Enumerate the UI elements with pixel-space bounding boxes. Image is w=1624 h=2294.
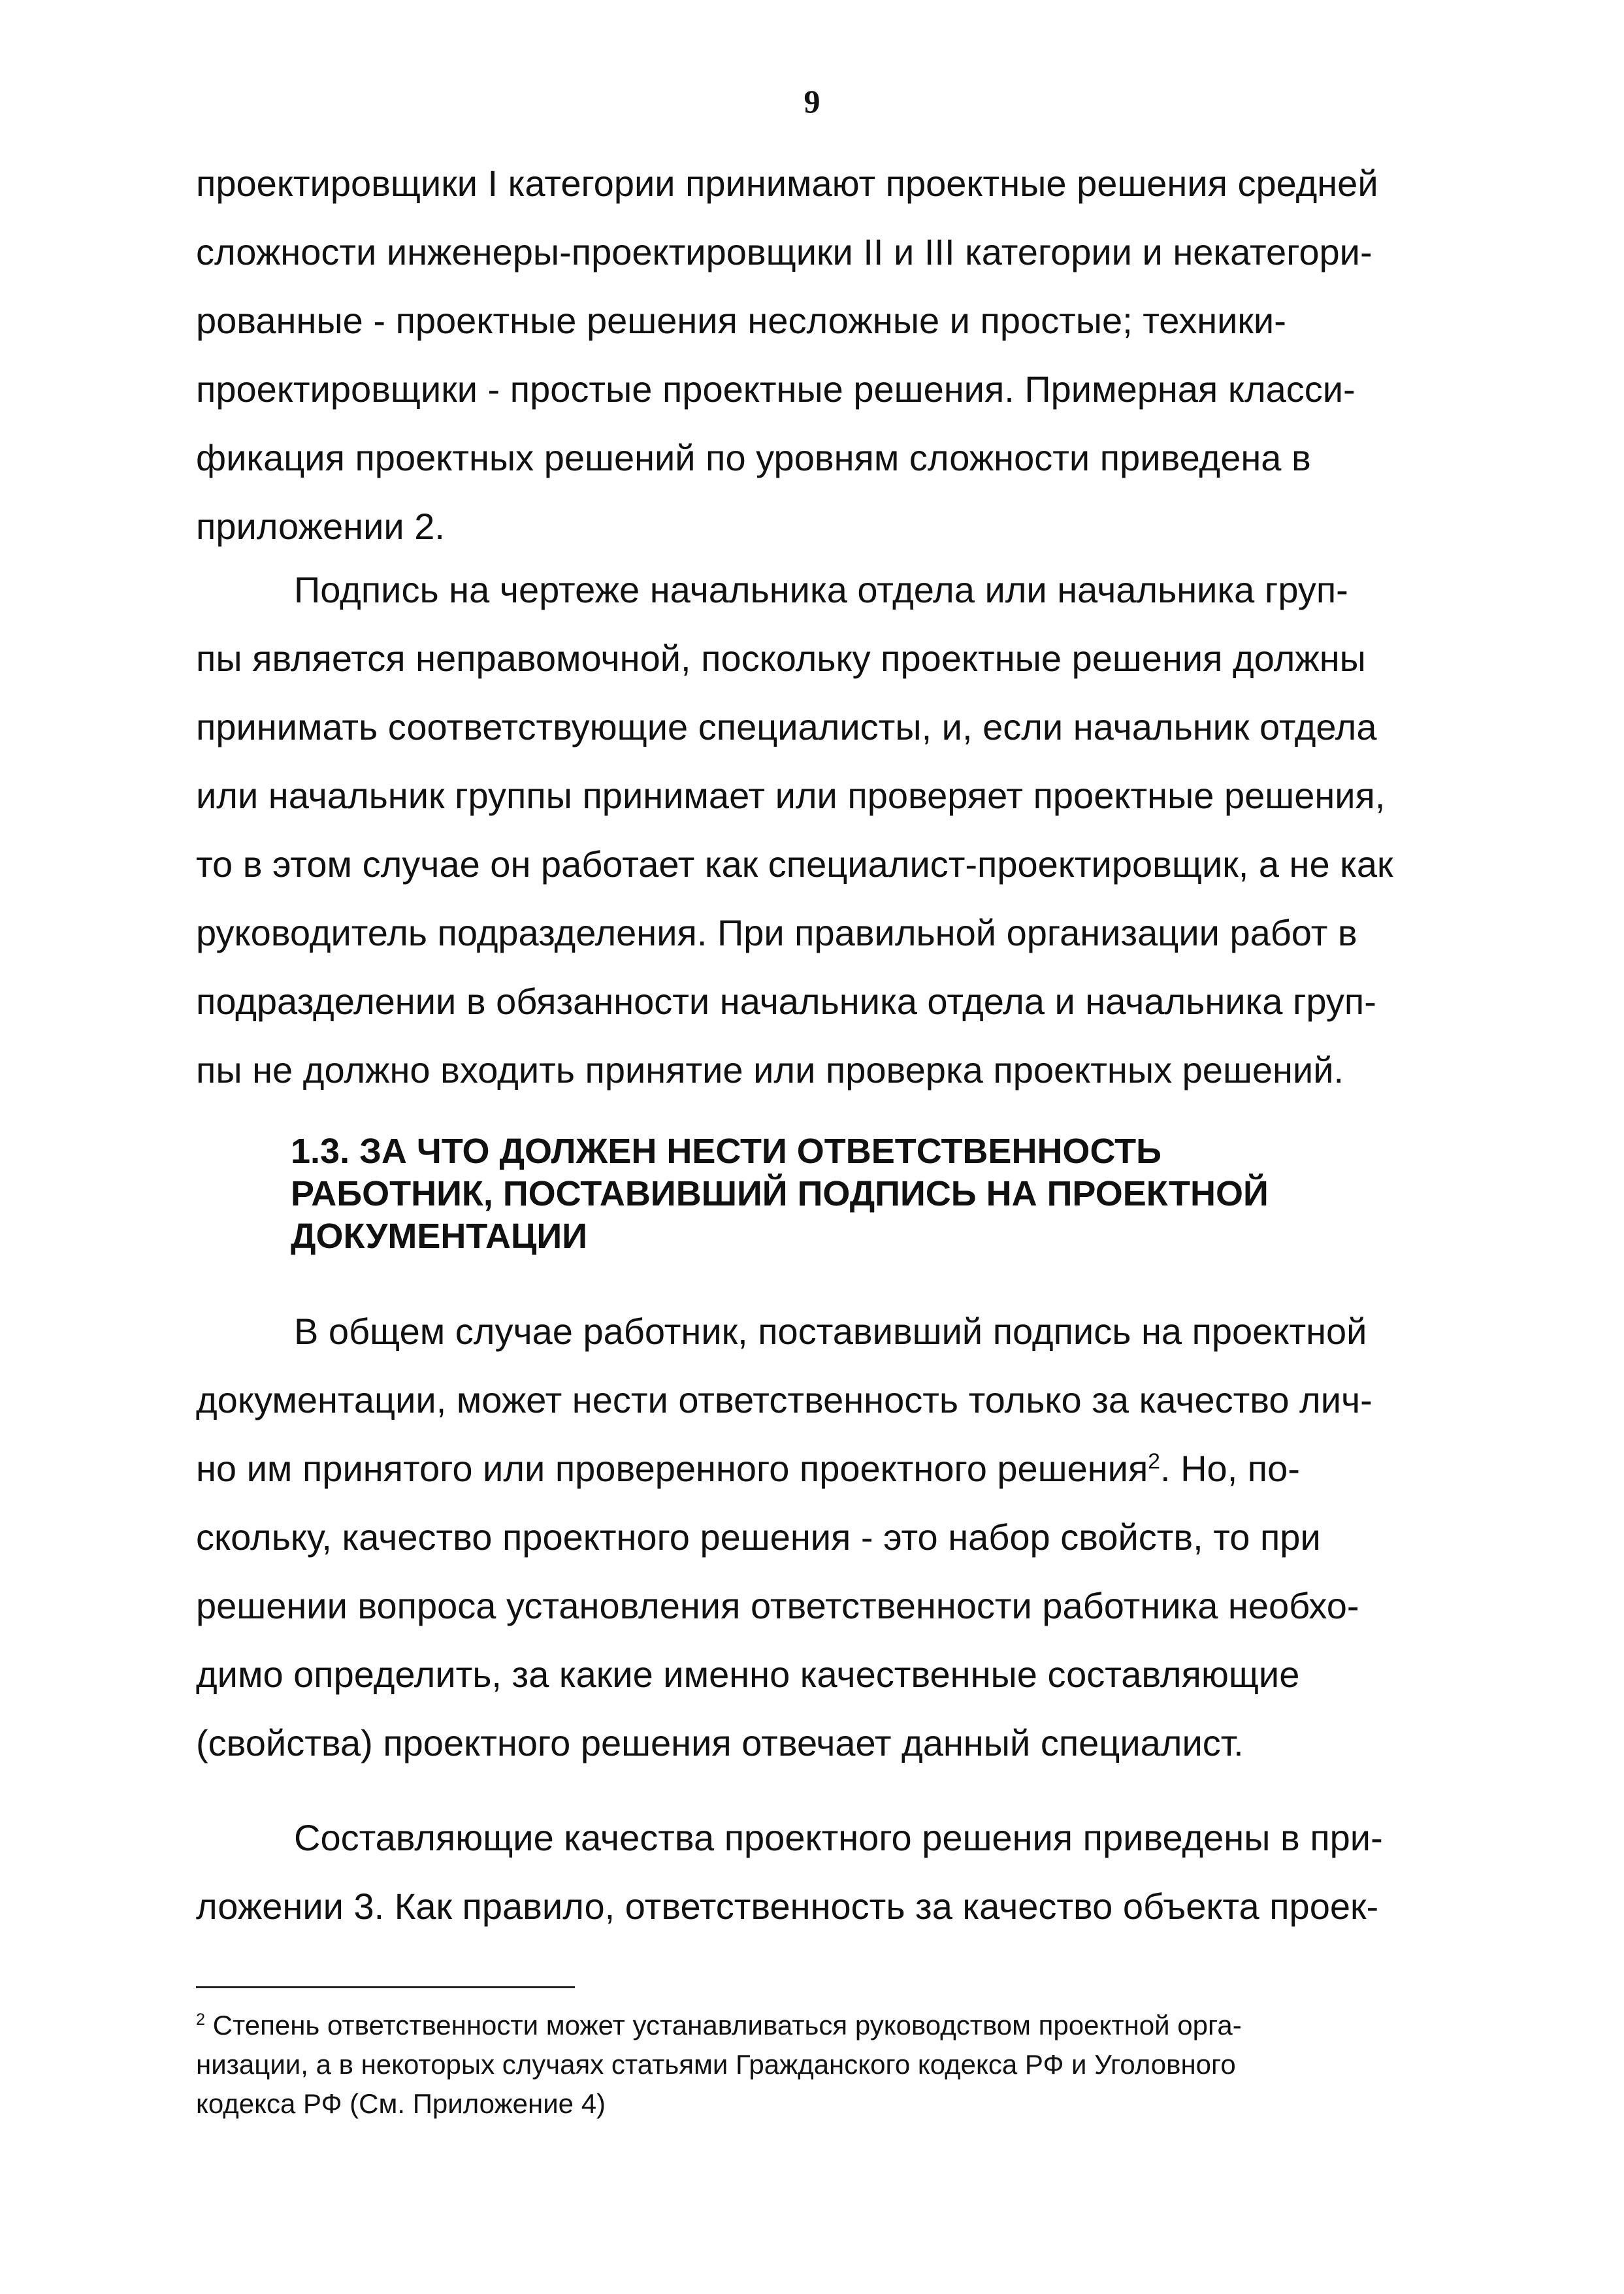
section-heading (291, 1130, 1453, 1258)
paragraph-2-line: то в этом случае он работает как специалист-проектировщик, а не как (196, 844, 1393, 885)
section-heading-line: ДОКУМЕНТАЦИИ (291, 1217, 588, 1256)
paragraph-4-line: Составляющие качества проектного решения приведены в при- (294, 1817, 1383, 1858)
paragraph-3-line (196, 1434, 1450, 1503)
footnote-line (196, 2006, 1450, 2045)
paragraph-1-line: фикация проектных решений по уровням сложности приведена в (196, 437, 1311, 478)
paragraph-2-line: Подпись на чертеже начальника отдела или начальника груп- (294, 569, 1348, 610)
footnote-separator (196, 1986, 575, 1988)
paragraph-3 (196, 1297, 1450, 1777)
paragraph-1-line: приложении 2. (196, 506, 445, 547)
paragraph-3-line: В общем случае работник, поставивший подпись на проектной (294, 1311, 1367, 1352)
paragraph-3-line: (свойства) проектного решения отвечает данный специалист. (196, 1722, 1244, 1763)
footnote-line: кодекса РФ (См. Приложение 4) (196, 2088, 606, 2119)
paragraph-3-line: скольку, качество проектного решения - это набор свойств, то при (196, 1516, 1321, 1558)
section-heading-line: РАБОТНИК, ПОСТАВИВШИЙ ПОДПИСЬ НА ПРОЕКТНОЙ (291, 1174, 1269, 1213)
paragraph-2-line: принимать соответствующие специалисты, и, если начальник отдела (196, 706, 1377, 747)
footnote (196, 2006, 1450, 2123)
page-number: 9 (804, 83, 820, 120)
paragraph-3-line: документации, может нести ответственность только за качество лич- (196, 1379, 1372, 1420)
paragraph-1-line: сложности инженеры-проектировщики II и III категории и некатегори- (196, 231, 1372, 272)
section-heading-line: 1.3. ЗА ЧТО ДОЛЖЕН НЕСТИ ОТВЕТСТВЕННОСТЬ (291, 1132, 1161, 1171)
footnote-marker: 2 (196, 2010, 206, 2029)
paragraph-2-line: пы является неправомочной, поскольку проектные решения должны (196, 638, 1366, 679)
footnote-line: низации, а в некоторых случаях статьями Гражданского кодекса РФ и Уголовного (196, 2049, 1236, 2080)
paragraph-3-line-tail: . Но, по- (1160, 1448, 1300, 1489)
paragraph-3-line: решении вопроса установления ответственности работника необхо- (196, 1585, 1359, 1626)
paragraph-3-line: димо определить, за какие именно качественные составляющие (196, 1654, 1300, 1695)
paragraph-1-line: проектировщики - простые проектные решения. Примерная класси- (196, 369, 1356, 410)
paragraph-1-line: проектировщики I категории принимают проектные решения средней (196, 163, 1378, 204)
paragraph-2-line: или начальник группы принимает или проверяет проектные решения, (196, 775, 1386, 816)
paragraph-4-line: ложении 3. Как правило, ответственность за качество объекта проек- (196, 1886, 1379, 1927)
footnote-line-text: Степень ответственности может устанавливаться руководством проектной орга- (205, 2010, 1242, 2040)
paragraph-2 (196, 555, 1450, 1104)
paragraph-2-line: руководитель подразделения. При правильной организации работ в (196, 912, 1357, 953)
paragraph-2-line: подразделении в обязанности начальника отдела и начальника груп- (196, 981, 1376, 1022)
paragraph-1 (196, 149, 1450, 561)
paragraph-4 (196, 1803, 1450, 1941)
paragraph-3-line-text: но им принятого или проверенного проектного решения (196, 1448, 1148, 1489)
paragraph-1-line: рованные - проектные решения несложные и простые; техники- (196, 300, 1286, 341)
footnote-reference[interactable]: 2 (1148, 1449, 1160, 1474)
paragraph-2-line: пы не должно входить принятие или проверка проектных решений. (196, 1049, 1344, 1090)
